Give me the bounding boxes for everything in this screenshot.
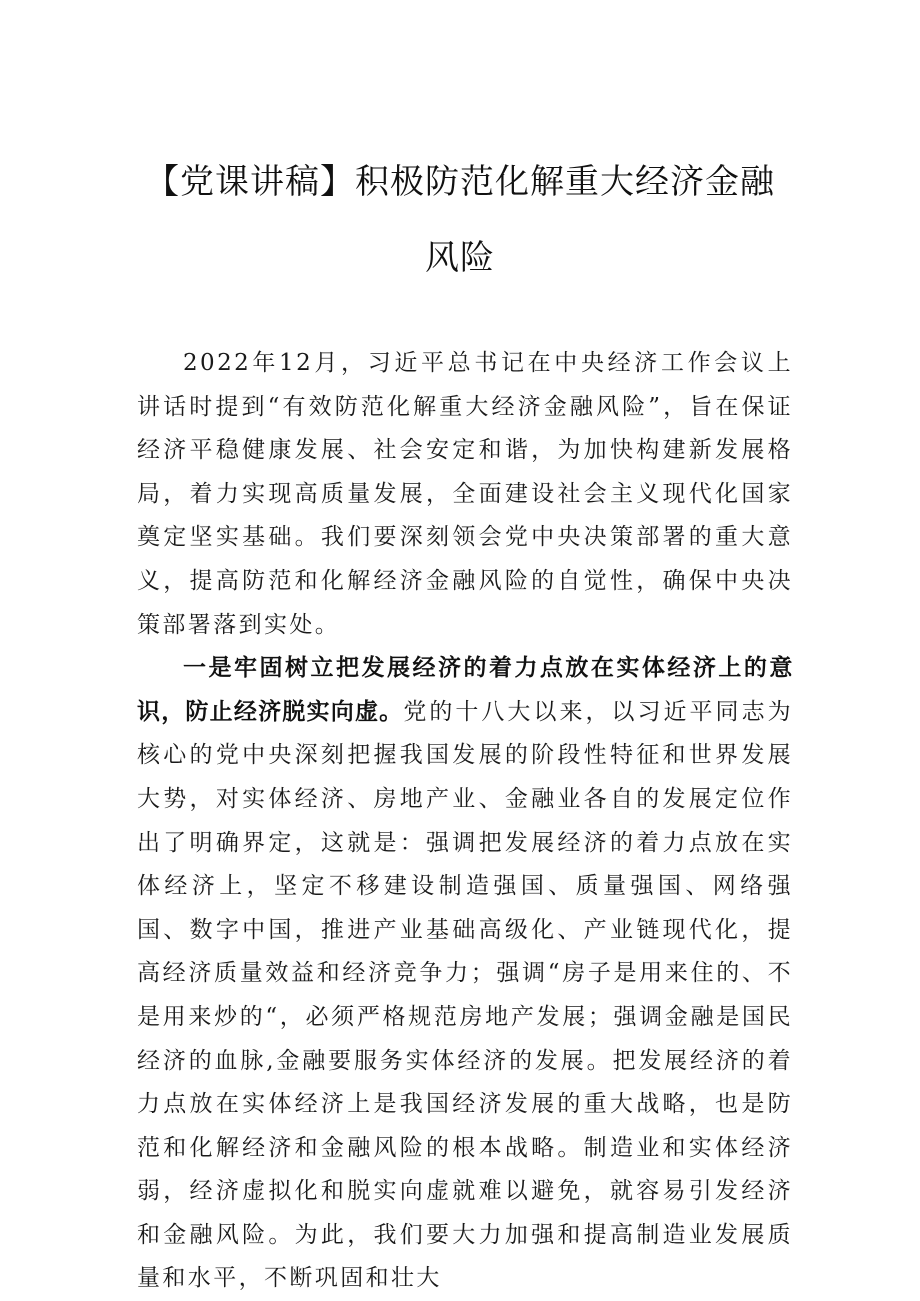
paragraph-point-one-text: 党的十八大以来，以习近平同志为核心的党中央深刻把握我国发展的阶段性特征和世界发展大势，对实体经济、房地产业、金融业各自的发展定位作出了明确界定，这就是：强调把发展经济的着力点放在实体经济上，坚定不移建设制造强国、质量强国、网络强国、数字中国，推进产业基础高级化、产业链现代化，提高经济质量效益和经济竞争力；强调“房子是用来住的、不是用来炒的“，必须严格规范房地产发展；强调金融是国民经济的血脉,金融要服务实体经济的发展。把发展经济的着力点放在实体经济上是我国经济发展的重大战略，也是防范和化解经济和金融风险的根本战略。制造业和实体经济弱，经济虚拟化和脱实向虚就难以避免，就容易引发经济和金融风险。为此，我们要大力加强和提高制造业发展质量和水平，不断巩固和壮大: [137, 698, 793, 1292]
paragraph-intro: [137, 342, 793, 647]
paragraph-intro-text: 2022年12月，习近平总书记在中央经济工作会议上讲话时提到“有效防范化解重大经济金融风险”，旨在保证经济平稳健康发展、社会安定和谐，为加快构建新发展格局，着力实现高质量发展，全面建设社会主义现代化国家奠定坚实基础。我们要深刻领会党中央决策部署的重大意义，提高防范和化解经济金融风险的自觉性，确保中央决策部署落到实处。: [137, 350, 793, 638]
paragraph-point-one-heading: 一是牢固树立把发展经济的着力点放在实体经济上的意识，防止经济脱实向虚。: [137, 655, 793, 725]
document-title-line-1: 【党课讲稿】积极防范化解重大经济金融: [145, 162, 775, 202]
document-title-line-2: 风险: [425, 238, 495, 278]
paragraph-point-one: [137, 647, 793, 1301]
document-body: [137, 342, 793, 1301]
